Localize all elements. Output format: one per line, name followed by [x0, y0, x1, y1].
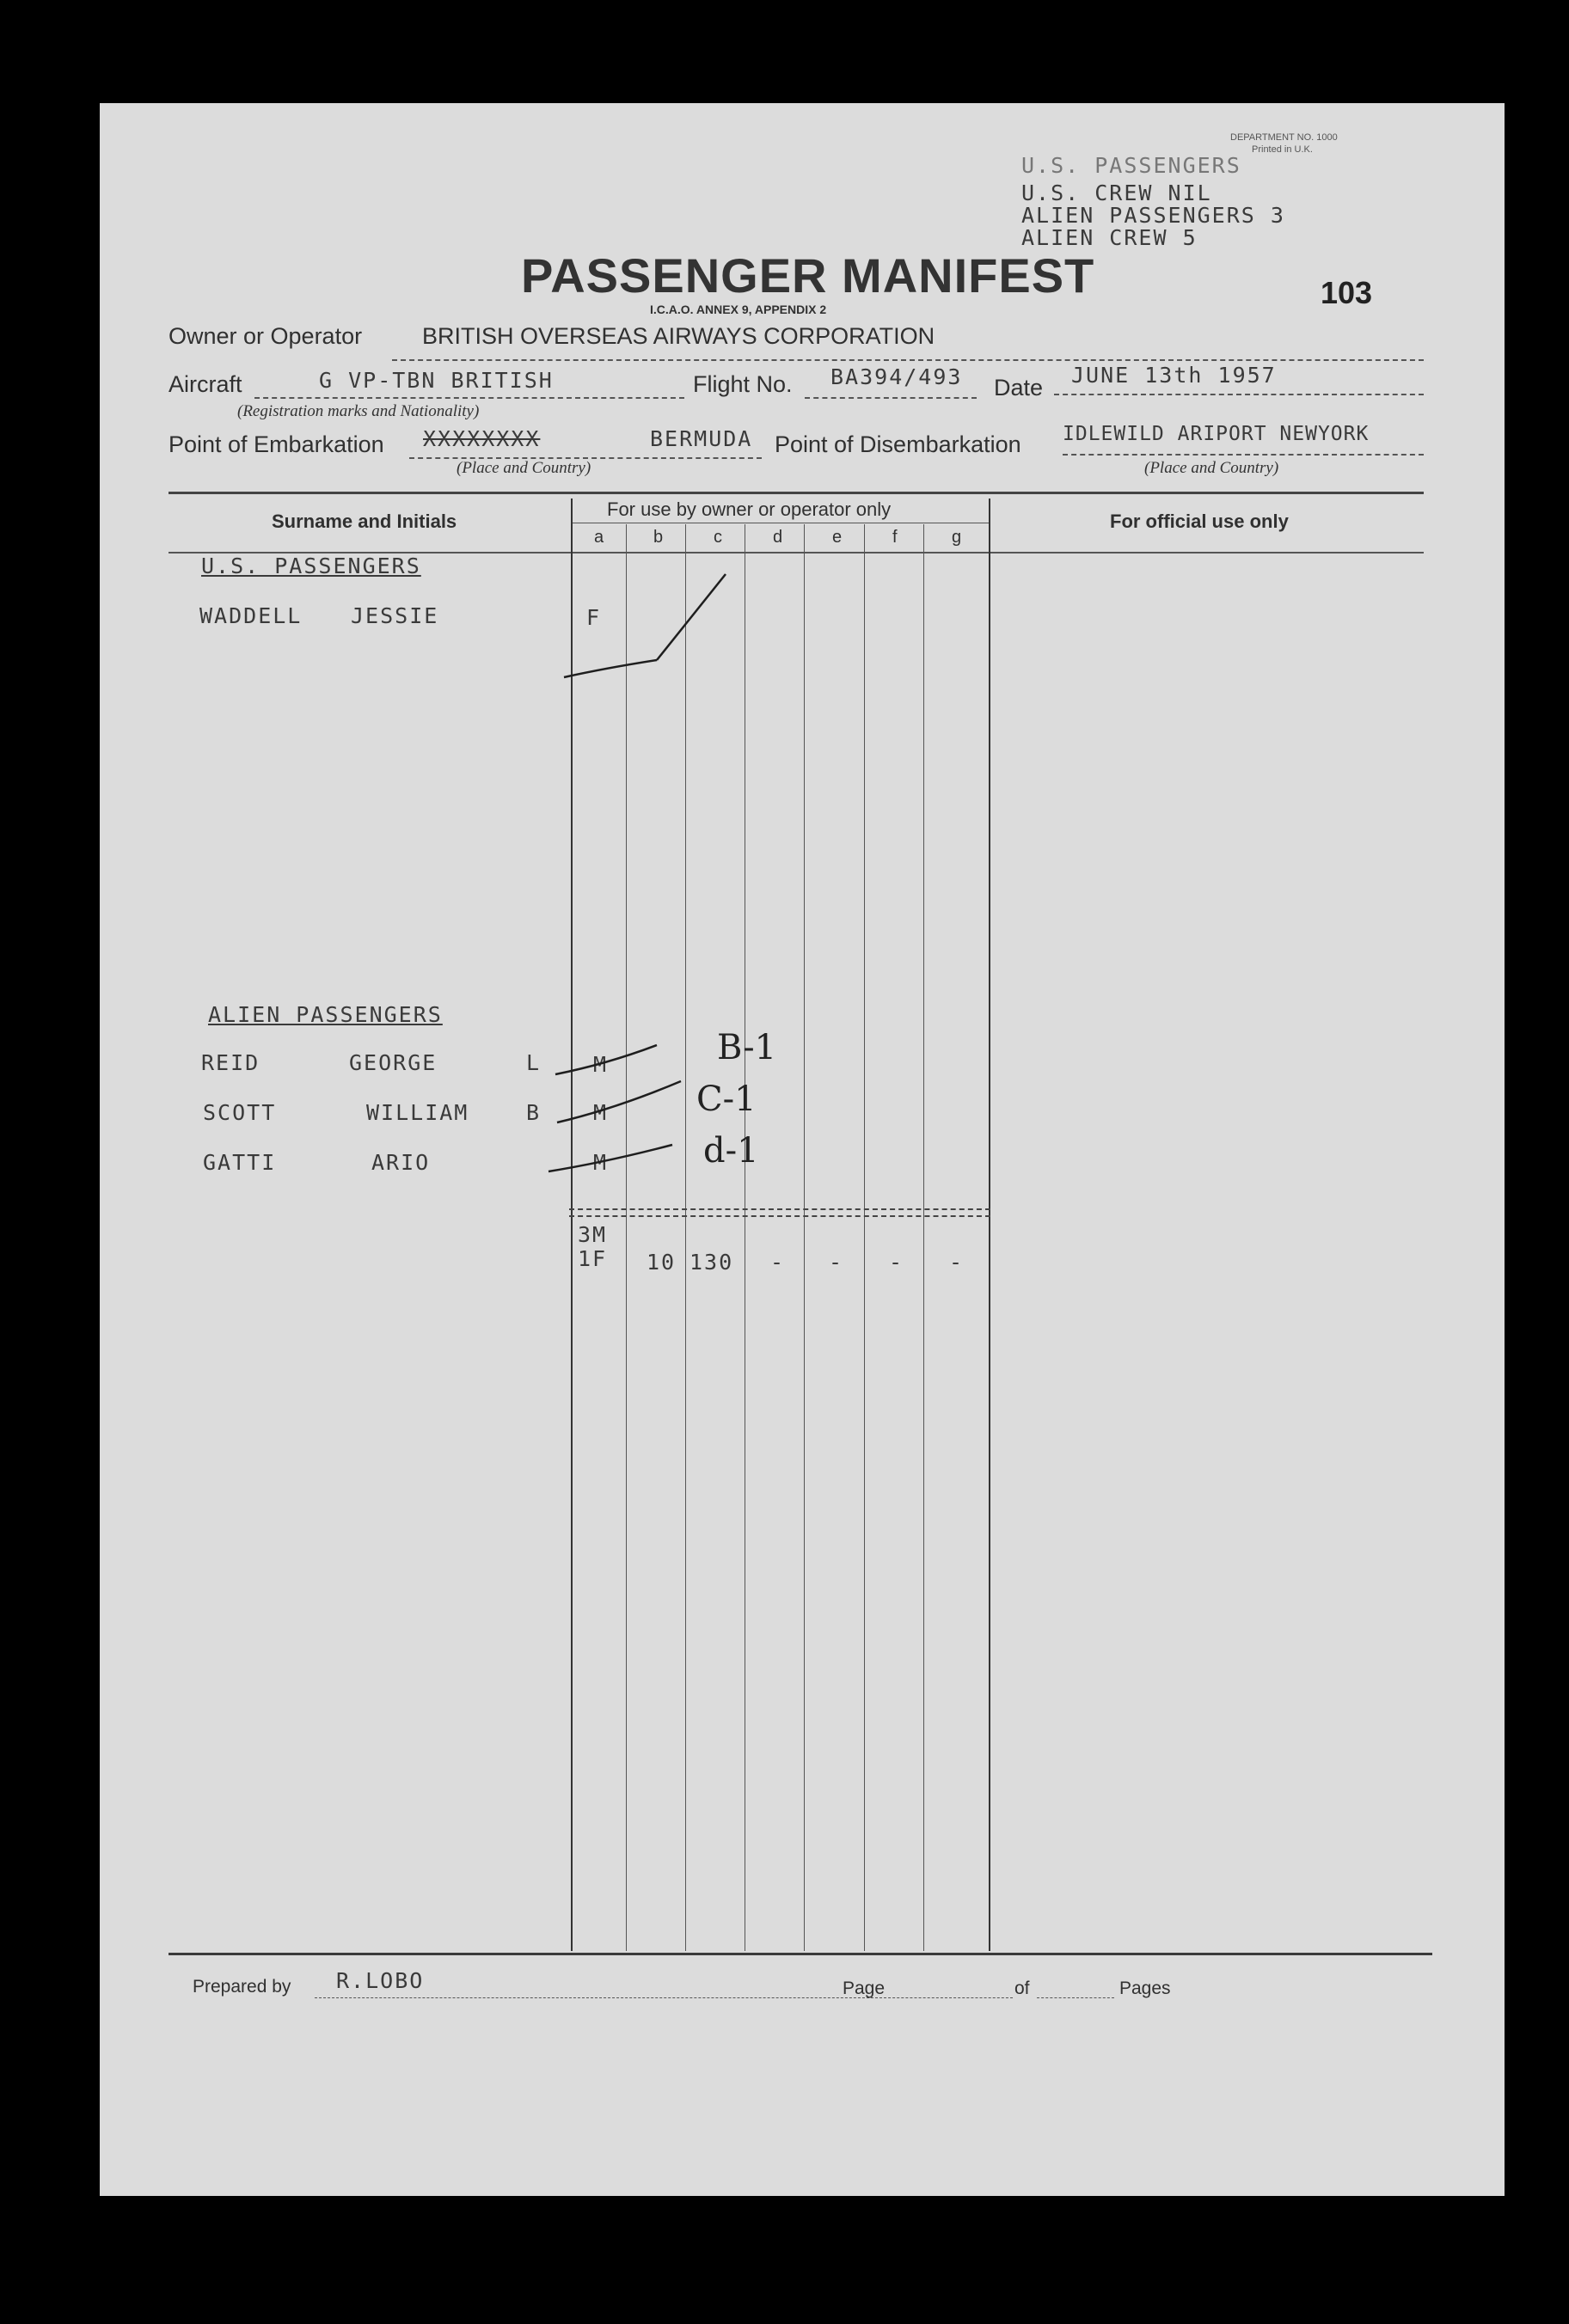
pages-label: Pages: [1119, 1978, 1171, 1998]
total-col-f: -: [889, 1250, 904, 1275]
date-label: Date: [994, 375, 1044, 401]
total-col-g: -: [949, 1250, 965, 1275]
embarkation-note: (Place and Country): [457, 459, 591, 477]
total-col-b: 10: [647, 1250, 677, 1275]
passenger-sex: M: [593, 1052, 609, 1077]
passenger-surname: WADDELL: [199, 603, 303, 628]
surname-header: Surname and Initials: [272, 511, 457, 532]
disembarkation-note: (Place and Country): [1144, 459, 1279, 477]
owner-label: Owner or Operator: [169, 323, 363, 349]
us-passengers-heading: U.S. PASSENGERS: [201, 553, 421, 578]
embarkation-value: BERMUDA: [650, 426, 753, 451]
prepared-by-label: Prepared by: [193, 1977, 291, 1997]
passenger-surname: GATTI: [203, 1150, 277, 1175]
passenger-initial: B: [526, 1100, 542, 1125]
date-value: JUNE 13th 1957: [1071, 363, 1277, 388]
us-crew-count: U.S. CREW NIL: [1021, 180, 1212, 205]
passenger-sex: M: [593, 1150, 609, 1175]
passenger-given-name: GEORGE: [349, 1050, 438, 1075]
passenger-sex: M: [593, 1100, 609, 1125]
total-col-d: -: [770, 1250, 786, 1275]
passenger-sex: F: [586, 605, 602, 630]
col-c-label: c: [714, 528, 722, 547]
passenger-surname: SCOTT: [203, 1100, 277, 1125]
col-b-label: b: [653, 528, 664, 547]
handwritten-check-marks: [547, 550, 736, 1220]
page-label: Page: [843, 1978, 886, 1998]
passenger-given-name: ARIO: [371, 1150, 431, 1175]
page-number: 103: [1321, 275, 1373, 310]
page-title: PASSENGER MANIFEST: [521, 248, 1095, 303]
official-use-header: For official use only: [1110, 511, 1289, 532]
alien-crew-count: ALIEN CREW 5: [1021, 225, 1198, 250]
aircraft-label: Aircraft: [169, 371, 242, 397]
total-col-c: 130: [690, 1250, 734, 1275]
col-a-label: a: [594, 528, 604, 547]
passenger-initial: L: [526, 1050, 542, 1075]
passenger-given-name: JESSIE: [351, 603, 439, 628]
manifest-sheet: [100, 103, 1505, 2196]
total-female: 1F: [578, 1246, 608, 1271]
flight-value: BA394/493: [830, 364, 963, 389]
total-male: 3M: [578, 1222, 608, 1247]
col-d-label: d: [773, 528, 783, 547]
passenger-given-name: WILLIAM: [366, 1100, 469, 1125]
total-col-e: -: [829, 1250, 844, 1275]
form-number: DEPARTMENT NO. 1000: [1230, 132, 1338, 143]
alien-passengers-count: ALIEN PASSENGERS 3: [1021, 203, 1285, 228]
owner-value: BRITISH OVERSEAS AIRWAYS CORPORATION: [422, 323, 935, 349]
owner-use-header: For use by owner or operator only: [607, 498, 892, 520]
printed-in-note: Printed in U.K.: [1252, 144, 1313, 155]
embarkation-label: Point of Embarkation: [169, 431, 384, 457]
embarkation-struck: XXXXXXXX: [423, 426, 541, 451]
handwritten-mark: d-1: [703, 1131, 759, 1171]
prepared-by-value: R.LOBO: [336, 1968, 425, 1993]
col-f-label: f: [892, 528, 898, 547]
flight-label: Flight No.: [693, 371, 793, 397]
disembarkation-value: IDLEWILD ARIPORT NEWYORK: [1063, 423, 1370, 445]
handwritten-mark: B-1: [717, 1028, 777, 1067]
alien-passengers-heading: ALIEN PASSENGERS: [208, 1002, 443, 1027]
subtitle: I.C.A.O. ANNEX 9, APPENDIX 2: [650, 303, 827, 316]
aircraft-value: G VP-TBN BRITISH: [319, 368, 554, 393]
of-label: of: [1014, 1978, 1030, 1998]
handwritten-mark: C-1: [696, 1079, 757, 1119]
col-g-label: g: [952, 528, 962, 547]
passenger-surname: REID: [201, 1050, 260, 1075]
col-e-label: e: [832, 528, 843, 547]
us-passengers-count: U.S. PASSENGERS: [1021, 153, 1241, 178]
aircraft-note: (Registration marks and Nationality): [237, 402, 480, 420]
disembarkation-label: Point of Disembarkation: [775, 431, 1021, 457]
